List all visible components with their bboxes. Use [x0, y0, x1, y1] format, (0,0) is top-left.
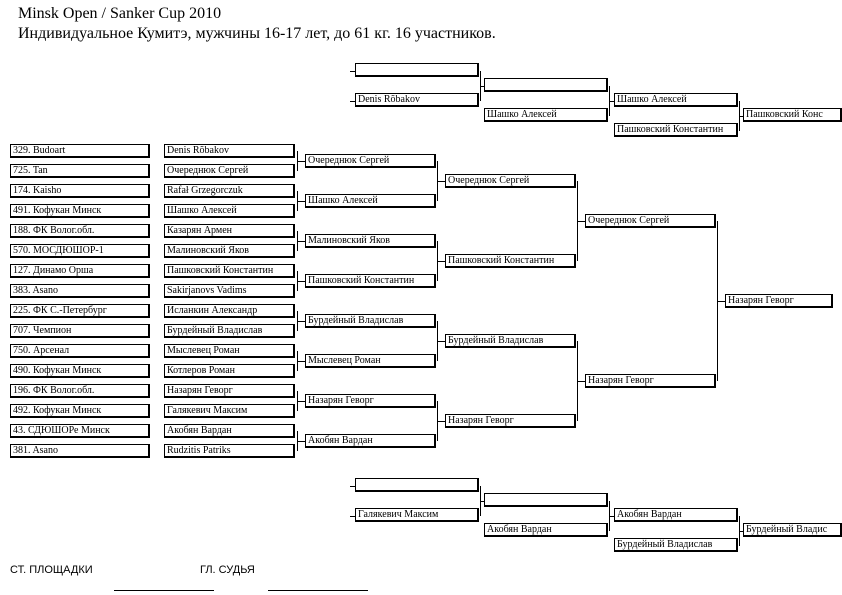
bracket-line	[297, 361, 305, 362]
repechage-top-r2-cell	[484, 78, 608, 92]
club-cell: 491. Кофукан Минск	[10, 204, 150, 218]
repechage-bottom-r2-cell	[484, 493, 608, 507]
repechage-bottom-r1-cell	[355, 478, 479, 492]
repechage-top-winner-cell: Пашковский Конс	[743, 108, 842, 122]
club-cell: 225. ФК С.-Петербург	[10, 304, 150, 318]
participant-cell: Котлеров Роман	[164, 364, 295, 378]
participant-cell: Казарян Армен	[164, 224, 295, 238]
club-cell: 174. Kaisho	[10, 184, 150, 198]
round2-cell: Пашковский Константин	[305, 274, 436, 288]
participant-cell: Пашковский Константин	[164, 264, 295, 278]
round2-cell: Акобян Вардан	[305, 434, 436, 448]
club-cell: 725. Tan	[10, 164, 150, 178]
site-referee-signature-line	[114, 590, 214, 591]
bracket-line	[717, 301, 725, 302]
bracket-line	[437, 181, 445, 182]
repechage-bottom-r1-cell: Галякевич Максим	[355, 508, 479, 522]
participant-cell: Rafał Grzegorczuk	[164, 184, 295, 198]
repechage-top-r1-cell: Denis Rõbakov	[355, 93, 479, 107]
club-cell: 490. Кофукан Минск	[10, 364, 150, 378]
bracket-line	[297, 241, 305, 242]
quarter-cell: Назарян Геворг	[445, 414, 576, 428]
club-cell: 707. Чемпион	[10, 324, 150, 338]
site-referee-label: СТ. ПЛОЩАДКИ	[10, 564, 93, 576]
chief-judge-signature-line	[268, 590, 368, 591]
participant-cell: Шашко Алексей	[164, 204, 295, 218]
semi-cell: Очереднюк Сергей	[585, 214, 716, 228]
repechage-top-r2-cell: Шашко Алексей	[484, 108, 608, 122]
round2-cell: Шашко Алексей	[305, 194, 436, 208]
bracket-line	[297, 441, 305, 442]
club-cell: 381. Asano	[10, 444, 150, 458]
bracket-line	[297, 321, 305, 322]
club-cell: 492. Кофукан Минск	[10, 404, 150, 418]
participant-cell: Акобян Вардан	[164, 424, 295, 438]
participant-cell: Denis Rõbakov	[164, 144, 295, 158]
round2-cell: Мыслевец Роман	[305, 354, 436, 368]
repechage-top-r3-cell: Шашко Алексей	[614, 93, 738, 107]
bracket-line	[437, 421, 445, 422]
repechage-bottom-r3-cell: Акобян Вардан	[614, 508, 738, 522]
bracket-line	[437, 261, 445, 262]
participant-cell: Назарян Геворг	[164, 384, 295, 398]
repechage-bottom-r3-cell: Бурдейный Владислав	[614, 538, 738, 552]
quarter-cell: Очереднюк Сергей	[445, 174, 576, 188]
participant-cell: Rudzitis Patriks	[164, 444, 295, 458]
participant-cell: Галякевич Максим	[164, 404, 295, 418]
bracket-line	[297, 281, 305, 282]
final-winner-cell: Назарян Геворг	[725, 294, 833, 308]
repechage-top-r1-cell	[355, 63, 479, 77]
bracket-line	[577, 381, 585, 382]
chief-judge-label: ГЛ. СУДЬЯ	[200, 564, 255, 576]
club-cell: 43. СДЮШОРе Минск	[10, 424, 150, 438]
bracket-line	[577, 221, 585, 222]
club-cell: 188. ФК Волог.обл.	[10, 224, 150, 238]
round2-cell: Назарян Геворг	[305, 394, 436, 408]
club-cell: 750. Арсенал	[10, 344, 150, 358]
page-subtitle: Индивидуальное Кумитэ, мужчины 16-17 лет, до 61 кг. 16 участников.	[18, 25, 496, 42]
repechage-bottom-r2-cell: Акобян Вардан	[484, 523, 608, 537]
round2-cell: Очереднюк Сергей	[305, 154, 436, 168]
repechage-top-r3-cell: Пашковский Константин	[614, 123, 738, 137]
club-cell: 383. Asano	[10, 284, 150, 298]
participant-cell: Бурдейный Владислав	[164, 324, 295, 338]
quarter-cell: Бурдейный Владислав	[445, 334, 576, 348]
club-cell: 127. Динамо Орша	[10, 264, 150, 278]
quarter-cell: Пашковский Константин	[445, 254, 576, 268]
semi-cell: Назарян Геворг	[585, 374, 716, 388]
round2-cell: Малиновский Яков	[305, 234, 436, 248]
bracket-line	[297, 201, 305, 202]
participant-cell: Мыслевец Роман	[164, 344, 295, 358]
round2-cell: Бурдейный Владислав	[305, 314, 436, 328]
page-title: Minsk Open / Sanker Cup 2010	[18, 5, 222, 22]
participant-cell: Очереднюк Сергей	[164, 164, 295, 178]
bracket-line	[297, 161, 305, 162]
repechage-bottom-winner-cell: Бурдейный Владис	[743, 523, 842, 537]
participant-cell: Sakirjanovs Vadims	[164, 284, 295, 298]
club-cell: 196. ФК Волог.обл.	[10, 384, 150, 398]
bracket-line	[437, 341, 445, 342]
participant-cell: Исланкин Александр	[164, 304, 295, 318]
club-cell: 570. МОСДЮШОР-1	[10, 244, 150, 258]
participant-cell: Малиновский Яков	[164, 244, 295, 258]
club-cell: 329. Budoart	[10, 144, 150, 158]
bracket-line	[297, 401, 305, 402]
